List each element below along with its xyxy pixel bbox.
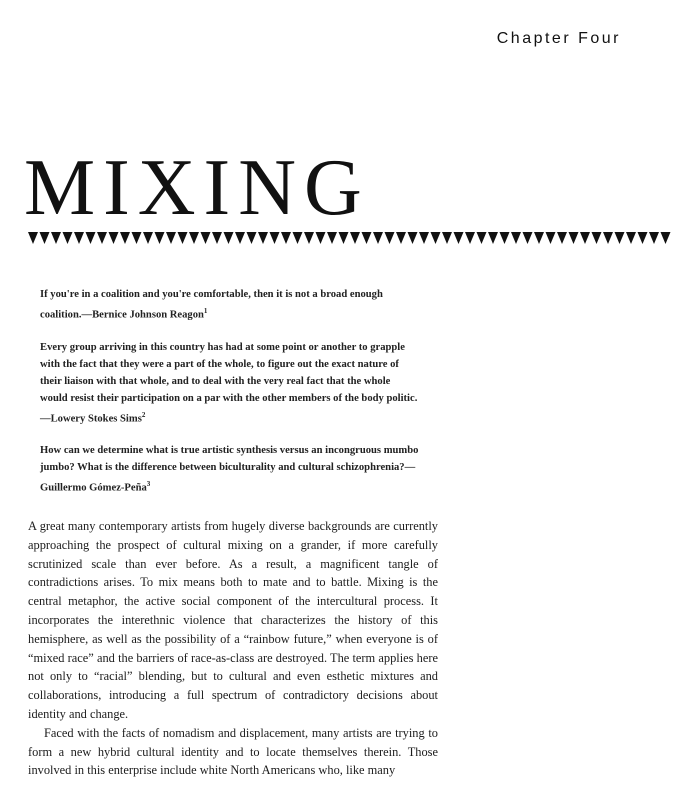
epigraph — [40, 286, 420, 324]
decorative-triangle — [293, 232, 303, 244]
epigraphs — [40, 286, 420, 512]
decorative-triangle — [247, 232, 257, 244]
decorative-triangle — [40, 232, 50, 244]
epigraph-text: Every group arriving in this country has had at some point or another to grapple with the fact that they were a part of the whole, to figure out the exact nature of their liaison with that whole, and to deal with the very real fact that the whole would resist their participation on a par with the other members of the body politic.—Lowery Stokes Sims — [40, 341, 418, 425]
decorative-triangle — [408, 232, 418, 244]
decorative-triangle — [339, 232, 349, 244]
body-paragraph: Faced with the facts of nomadism and displacement, many artists are trying to form a new hybrid cultural identity and to locate themselves therein. Those involved in this enterprise include white North Americans who, like many — [28, 725, 438, 778]
decorative-triangle — [51, 232, 61, 244]
decorative-triangle — [546, 232, 556, 244]
decorative-triangle — [258, 232, 268, 244]
decorative-triangle — [500, 232, 510, 244]
footnote-marker: 1 — [203, 307, 208, 315]
decorative-triangle — [281, 232, 291, 244]
decorative-triangle — [155, 232, 165, 244]
decorative-triangle — [132, 232, 142, 244]
decorative-triangle — [523, 232, 533, 244]
footnote-marker: 3 — [146, 480, 151, 489]
decorative-triangle — [454, 232, 464, 244]
decorative-triangle — [189, 232, 199, 244]
decorative-triangle — [120, 232, 130, 244]
decorative-triangle — [534, 232, 544, 244]
body-paragraph: A great many contemporary artists from hugely diverse backgrounds are currently approaching the prospect of cultural mixing on a grander, if more carefully scrutinized scale than ever before. As a result, a magnificent tangle of contradictions arises. To mix means both to mate and to battle. Mixing is the central metaphor, the active social component of the intercultural process. It incorporates the interethnic violence that characterizes the history of this hemisphere, as well as the possibility of a “rainbow future,” when everyone is of “mixed race” and the barriers of race-as-class are destroyed. The term applies here not only to “racial” blending, but to cultural and even esthetic mixtures and collaborations, introducing a full spectrum of contradictory decisions about identity and change. — [28, 519, 438, 721]
body-text — [28, 517, 438, 780]
decorative-triangle — [373, 232, 383, 244]
decorative-triangle — [270, 232, 280, 244]
decorative-triangle — [109, 232, 119, 244]
decorative-triangle — [86, 232, 96, 244]
chapter-title: MIXING — [24, 144, 370, 232]
decorative-triangle — [442, 232, 452, 244]
epigraph-text: If you're in a coalition and you're comfortable, then it is not a broad enough coalition.—Bernice Johnson Reagon — [40, 289, 383, 321]
decorative-triangle — [396, 232, 406, 244]
decorative-triangle — [419, 232, 429, 244]
epigraph — [40, 339, 420, 428]
decorative-triangle — [63, 232, 73, 244]
decorative-triangle — [431, 232, 441, 244]
decorative-triangle — [465, 232, 475, 244]
decorative-triangle — [626, 232, 636, 244]
decorative-triangle — [350, 232, 360, 244]
decorative-triangle — [592, 232, 602, 244]
footnote-marker: 2 — [141, 410, 146, 419]
decorative-triangle — [385, 232, 395, 244]
decorative-triangle — [603, 232, 613, 244]
epigraph-text: How can we determine what is true artistic synthesis versus an incongruous mumbo jumbo? What is the difference between biculturality and cultural schizophrenia?—Guillermo Gómez-Peña — [40, 445, 419, 494]
decorative-triangle — [201, 232, 211, 244]
decorative-triangle — [557, 232, 567, 244]
decorative-triangle — [224, 232, 234, 244]
decorative-triangle — [477, 232, 487, 244]
decorative-triangle — [569, 232, 579, 244]
decorative-triangle — [661, 232, 671, 244]
decorative-triangle — [28, 232, 38, 244]
decorative-triangle — [178, 232, 188, 244]
decorative-triangle — [97, 232, 107, 244]
chapter-label: Chapter Four — [496, 30, 621, 47]
decorative-triangle — [649, 232, 659, 244]
decorative-triangle — [638, 232, 648, 244]
decorative-triangle — [327, 232, 337, 244]
decorative-triangle — [304, 232, 314, 244]
decorative-triangle — [143, 232, 153, 244]
decorative-triangle — [580, 232, 590, 244]
decorative-triangle — [488, 232, 498, 244]
decorative-triangle — [212, 232, 222, 244]
epigraph — [40, 442, 420, 497]
decorative-triangle — [511, 232, 521, 244]
decorative-triangle — [166, 232, 176, 244]
decorative-triangle — [235, 232, 245, 244]
decorative-triangle — [615, 232, 625, 244]
decorative-triangle-rule — [28, 232, 678, 246]
decorative-triangle — [74, 232, 84, 244]
decorative-triangle — [316, 232, 326, 244]
decorative-triangle — [362, 232, 372, 244]
